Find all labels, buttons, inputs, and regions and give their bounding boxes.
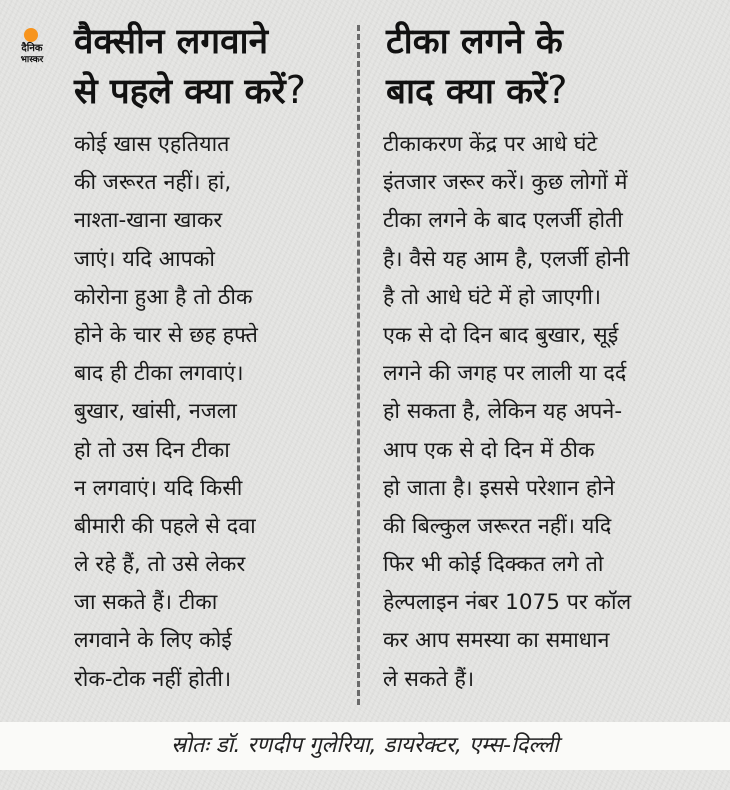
sun-icon — [24, 28, 38, 42]
column-divider — [357, 25, 360, 705]
left-body-line: बाद ही टीका लगवाएं। — [74, 361, 244, 387]
left-body-line: की जरूरत नहीं। हां, — [74, 170, 232, 196]
left-heading — [74, 18, 306, 116]
right-body-line: हेल्पलाइन नंबर 1075 पर कॉल — [383, 590, 632, 616]
left-body-line: कोई खास एहतियात — [74, 132, 230, 157]
right-body-line: इंतजार जरूर करें। कुछ लोगों में — [383, 170, 628, 196]
right-body-line: टीका लगने के बाद एलर्जी होती — [383, 208, 623, 234]
left-body-line: नाश्ता-खाना खाकर — [74, 208, 223, 234]
right-body-line: फिर भी कोई दिक्कत लगे तो — [383, 552, 604, 578]
right-body-line: हो सकता है, लेकिन यह अपने- — [383, 399, 623, 425]
left-question-mark: ? — [285, 68, 306, 112]
left-heading-line-2 — [74, 66, 306, 116]
right-heading-line-1: टीका लगने के — [386, 22, 563, 62]
right-body-line: लगने की जगह पर लाली या दर्द — [383, 361, 627, 387]
right-heading-line-2 — [386, 66, 567, 116]
logo-line-1: दैनिक — [21, 43, 43, 54]
left-body-line: न लगवाएं। यदि किसी — [74, 475, 243, 501]
right-body-line: एक से दो दिन बाद बुखार, सूई — [383, 322, 619, 348]
left-body-line: रोक-टोक नहीं होती। — [74, 666, 232, 692]
left-body-line: हो तो उस दिन टीका — [74, 437, 230, 463]
logo-line-2: भास्कर — [20, 55, 44, 65]
left-body-line: लगवाने के लिए कोई — [74, 628, 232, 654]
source-credit: स्रोतः डॉ. रणदीप गुलेरिया, डायरेक्टर, एम्स-दिल्ली — [0, 722, 730, 770]
right-body — [383, 126, 631, 699]
right-body-line: है तो आधे घंटे में हो जाएगी। — [383, 284, 602, 310]
left-body-line: जा सकते हैं। टीका — [74, 590, 218, 616]
left-body-line: बीमारी की पहले से दवा — [74, 513, 256, 539]
left-body-line: कोरोना हुआ है तो ठीक — [74, 284, 253, 310]
right-heading-line-2-text: बाद क्या करें — [386, 72, 548, 112]
left-body — [74, 126, 258, 699]
right-heading — [386, 18, 567, 116]
left-body-line: ले रहे हैं, तो उसे लेकर — [74, 552, 246, 578]
right-body-line: है। वैसे यह आम है, एलर्जी होनी — [383, 246, 630, 272]
left-body-line: जाएं। यदि आपको — [74, 246, 215, 272]
right-body-line: ले सकते हैं। — [383, 666, 475, 692]
dainik-bhaskar-logo — [10, 28, 52, 76]
right-question-mark: ? — [547, 68, 568, 112]
right-body-line: टीकाकरण केंद्र पर आधे घंटे — [383, 132, 598, 157]
right-body-line: आप एक से दो दिन में ठीक — [383, 437, 595, 463]
right-body-line: हो जाता है। इससे परेशान होने — [383, 475, 615, 501]
left-body-line: होने के चार से छह हफ्ते — [74, 322, 258, 348]
right-body-line: की बिल्कुल जरूरत नहीं। यदि — [383, 513, 612, 539]
left-heading-line-2-text: से पहले क्या करें — [74, 72, 286, 112]
left-body-line: बुखार, खांसी, नजला — [74, 399, 237, 425]
left-heading-line-1: वैक्सीन लगवाने — [74, 22, 269, 62]
right-body-line: कर आप समस्या का समाधान — [383, 628, 610, 654]
